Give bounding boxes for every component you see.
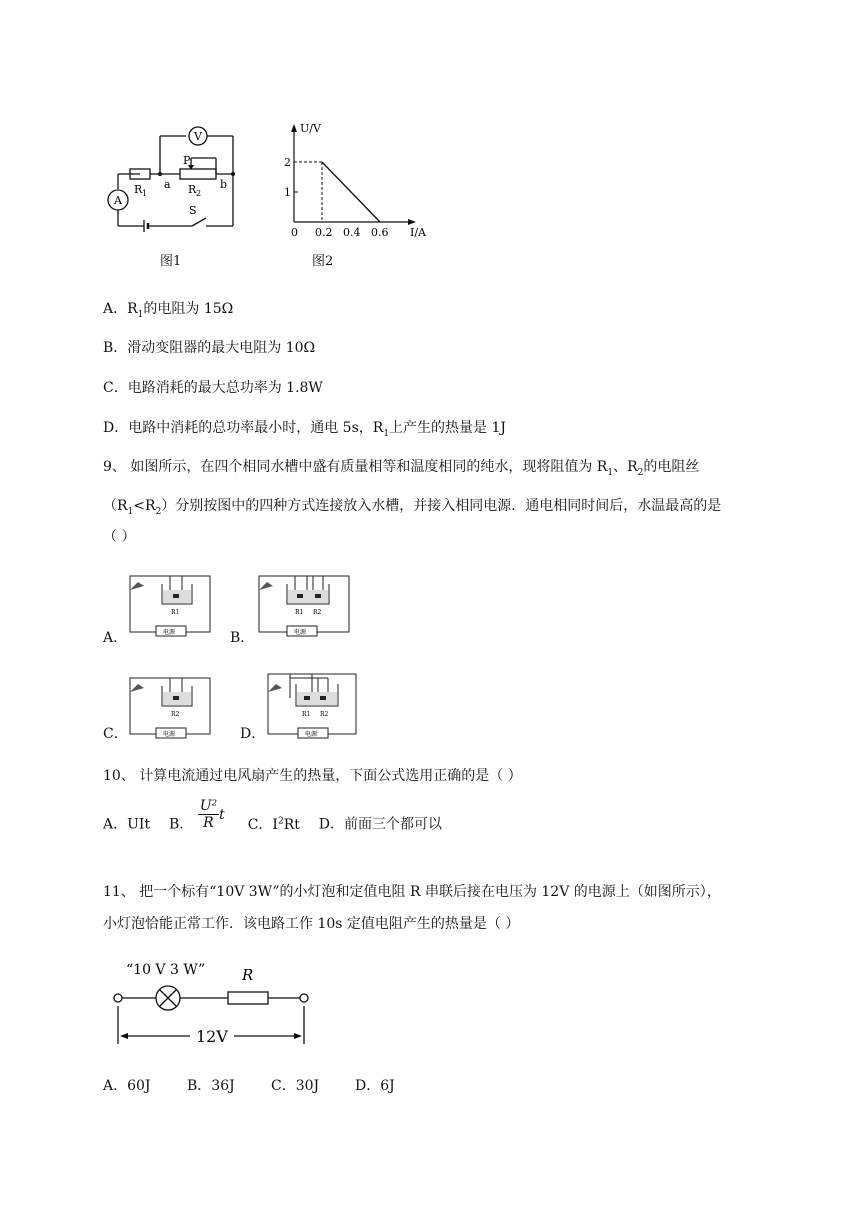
x-tick-0.4: 0.4: [343, 226, 361, 239]
q11-option-b: B．36J: [187, 1078, 235, 1094]
y-tick-1: 1: [284, 186, 291, 199]
q9-figure-d: [262, 668, 362, 744]
r1-subscript: 1: [142, 189, 148, 198]
x-tick-0.2: 0.2: [315, 226, 333, 239]
figure-2-caption: 图2: [312, 254, 334, 269]
point-a-label: a: [164, 178, 171, 191]
q9-figure-c: [124, 672, 214, 742]
power-label: 电源: [305, 731, 318, 738]
q10-stem: 10、 计算电流通过电风扇产生的热量，下面公式选用正确的是（ ）: [103, 768, 522, 784]
r2-subscript: 2: [196, 189, 202, 198]
q9-stem-line2: $(R_1<R_2)$分别按图中的四种方式连接放入水槽，并接入相同电源．通电相同时间后，水温最高的是: [103, 498, 722, 517]
fraction-denominator: R: [203, 815, 214, 831]
switch-label: S: [189, 204, 197, 217]
q10-option-b-prefix: B．: [168, 816, 194, 833]
q11-options: [103, 1075, 395, 1095]
y-axis-label: U/V: [300, 122, 321, 135]
q10-option-a: A．UIt: [103, 816, 151, 833]
q10-option-c: C．$I^2Rt$: [247, 815, 300, 833]
resistor-label: R2: [171, 711, 180, 718]
q8-option-d: D．电路中消耗的总功率最小时，通电 5s，$R_1$上产生的热量是 1J: [103, 420, 507, 439]
x-tick-0: 0: [291, 226, 298, 239]
figure-1-circuit: [100, 122, 250, 242]
ammeter-label: A: [114, 194, 122, 207]
q8-option-b: B．滑动变阻器的最大电阻为 10Ω: [103, 340, 316, 356]
lamp-label: “10 V 3 W”: [126, 962, 206, 978]
fraction-tail: t: [219, 806, 225, 823]
figure-1-caption: 图1: [160, 254, 182, 269]
resistor-label: R: [242, 966, 254, 984]
q10-formula-fraction: [198, 798, 219, 831]
q9-figure-b: [253, 570, 353, 640]
voltmeter-label: V: [194, 130, 202, 143]
r2-label: R: [188, 183, 197, 196]
q11-circuit: [108, 950, 318, 1050]
r1-label: R: [134, 183, 143, 196]
q11-option-a: A．60J: [103, 1078, 151, 1094]
resistor-label: R1: [302, 711, 311, 718]
q9-option-a-label: A．: [103, 630, 128, 646]
resistor-label: R1: [171, 609, 180, 616]
power-label: 电源: [163, 731, 176, 738]
q8-option-a: A．$R_1$的电阻为 15Ω: [103, 301, 234, 320]
q9-option-c-label: C．: [103, 726, 128, 742]
q10-options: [103, 798, 442, 841]
x-tick-0.6: 0.6: [371, 226, 389, 239]
power-label: 电源: [294, 629, 307, 636]
resistor-label: R2: [320, 711, 329, 718]
fraction-numerator: U²: [199, 798, 218, 814]
q11-stem-line2: 小灯泡恰能正常工作．该电路工作 10s 定值电阻产生的热量是（ ）: [103, 916, 520, 932]
q9-option-b-label: B．: [230, 630, 255, 646]
power-label: 电源: [163, 629, 176, 636]
q11-option-c: C．30J: [271, 1078, 320, 1094]
point-b-label: b: [220, 178, 228, 191]
slider-p-label: P: [183, 154, 191, 167]
figure-2-graph: [282, 118, 432, 242]
resistor-label: R2: [313, 609, 322, 616]
q9-option-d-label: D．: [240, 726, 266, 742]
x-axis-label: I/A: [410, 226, 426, 239]
resistor-label: R1: [295, 609, 304, 616]
q8-option-c: C．电路消耗的最大总功率为 1.8W: [103, 380, 323, 396]
q11-option-d: D．6J: [355, 1078, 395, 1094]
q9-stem-line1: 9、 如图所示，在四个相同水槽中盛有质量相等和温度相同的纯水，现将阻值为 $R_1$、$R_2$的电阻丝: [103, 459, 700, 478]
voltage-label: 12V: [196, 1027, 228, 1046]
q9-stem-line3: （ ）: [103, 529, 136, 545]
q10-option-d: D．前面三个都可以: [318, 816, 442, 833]
y-tick-2: 2: [284, 156, 291, 169]
q11-stem-line1: 11、 把一个标有“10V 3W”的小灯泡和定值电阻 R 串联后接在电压为 12V 的电源上（如图所示），: [103, 884, 721, 900]
q9-figure-a: [124, 570, 214, 640]
